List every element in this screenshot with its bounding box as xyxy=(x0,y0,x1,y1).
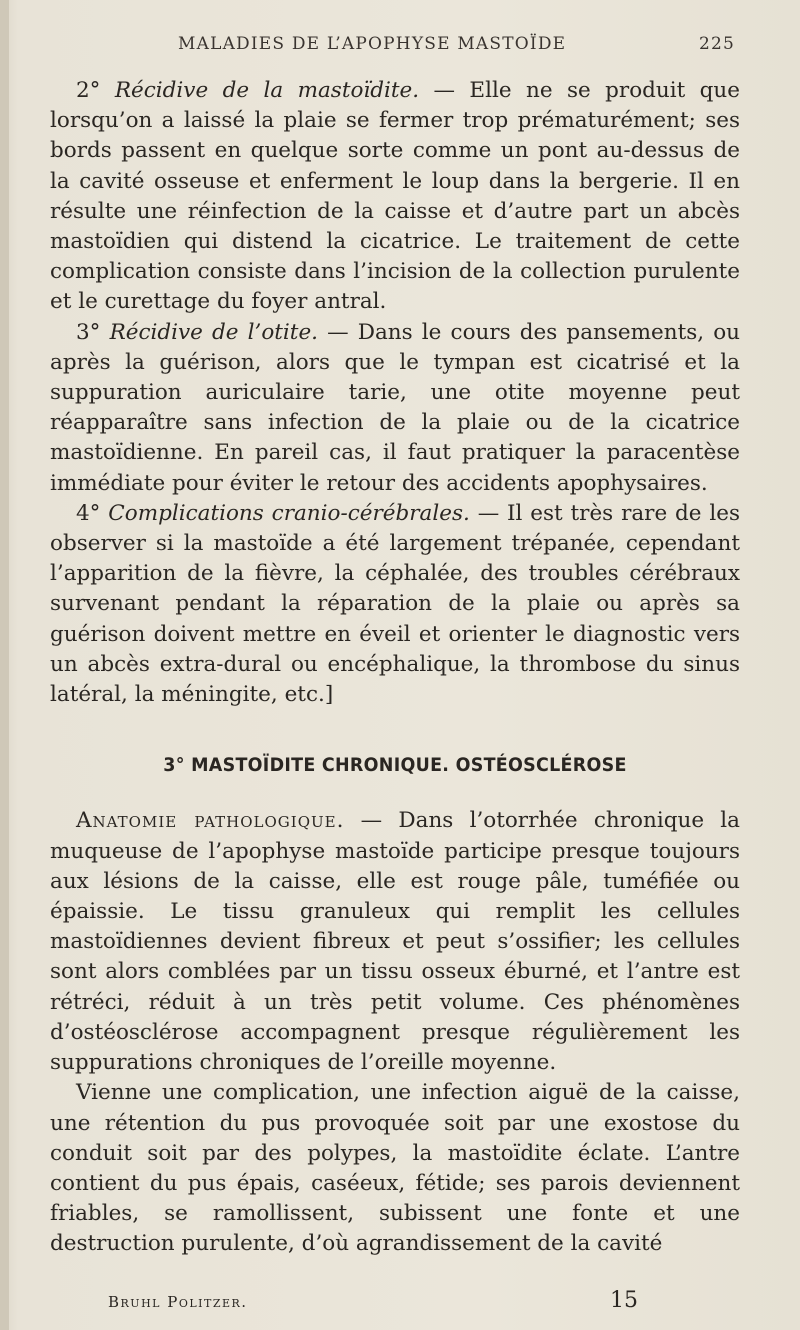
paragraph-number: 2° xyxy=(76,78,115,103)
paragraph-heading: Anatomie pathologique. xyxy=(76,808,345,834)
paragraph-recidive-otite xyxy=(50,318,740,499)
page-footer xyxy=(108,1288,638,1313)
running-title: MALADIES DE L’APOPHYSE MASTOÏDE xyxy=(178,34,567,54)
running-header xyxy=(178,34,735,54)
body-text xyxy=(50,76,740,1260)
paragraph-heading: Récidive de l’otite. xyxy=(109,319,318,345)
paragraph-body: — Elle ne se produit que lorsqu’on a laissé la plaie se fermer trop prématurément; ses bords passent en quelque sorte comme un pont au-dessus de la cavité osseuse et enferment le loup dans la bergerie. Il en résulte une réinfection de la caisse et d’autre part un abcès mastoïdien qui distend la cicatrice. Le traitement de cette complication consiste dans l’incision de la collection purulente et le curettage du foyer antral. xyxy=(50,78,741,315)
paragraph-body: Vienne une complication, une infection aiguë de la caisse, une rétention du pus provoquée soit par une exostose du conduit soit par des polypes, la mastoïdite éclate. L’antre contient du pus épais, caséeux, fétide; ses parois deviennent friables, se ramollissent, subissent une fonte et une destruction purulente, d’où agrandissement de la cavité xyxy=(50,1080,740,1257)
paragraph-complication xyxy=(50,1078,740,1259)
paragraph-number: 3° xyxy=(76,319,110,345)
page-number: 225 xyxy=(698,34,735,54)
paragraph-anatomie xyxy=(50,806,740,1078)
paragraph-body: — Il est très rare de les observer si la mastoïde a été largement trépanée, cependant l’apparition de la fièvre, la céphalée, des troubles cérébraux survenant pendant la réparation de la plaie ou après sa guérison doivent mettre en éveil et orienter le diagnostic vers un abcès extra-dural ou encéphalique, la thrombose du sinus latéral, la méningite, etc.] xyxy=(50,500,741,708)
paragraph-heading: Récidive de la mastoïdite. xyxy=(114,78,420,103)
page-edge xyxy=(0,0,9,1330)
section-title: 3° MASTOÏDITE CHRONIQUE. OSTÉOSCLÉROSE xyxy=(163,754,627,777)
paragraph-complications xyxy=(50,499,740,710)
paragraph-body: — Dans le cours des pansements, ou après la guérison, alors que le tympan est cicatrisé et la suppuration auriculaire tarie, une otite moyenne peut réapparaître sans infection de la plaie ou de la cicatrice mastoïdienne. En pareil cas, il faut pratiquer la paracentèse immédiate pour éviter le retour des accidents apophysaires. xyxy=(50,319,740,496)
paragraph-body: — Dans l’otorrhée chronique la muqueuse de l’apophyse mastoïde participe presque toujours aux lésions de la caisse, elle est rouge pâle, tuméfiée ou épaissie. Le tissu granuleux qui remplit les cellules mastoïdiennes devient fibreux et peut s’ossifier; les cellules sont alors comblées par un tissu osseux éburné, et l’antre est rétréci, réduit à un très petit volume. Ces phénomènes d’ostéosclérose accompagnent presque régulièrement les suppurations chroniques de l’oreille moyenne. xyxy=(50,808,740,1076)
signature-number: 15 xyxy=(610,1288,638,1313)
paragraph-recidive-mastoidite xyxy=(50,76,740,318)
printer-signature: Bruhl Politzer. xyxy=(108,1293,248,1311)
paragraph-number: 4° xyxy=(76,500,109,526)
paragraph-heading: Complications cranio-cérébrales. xyxy=(108,500,470,526)
